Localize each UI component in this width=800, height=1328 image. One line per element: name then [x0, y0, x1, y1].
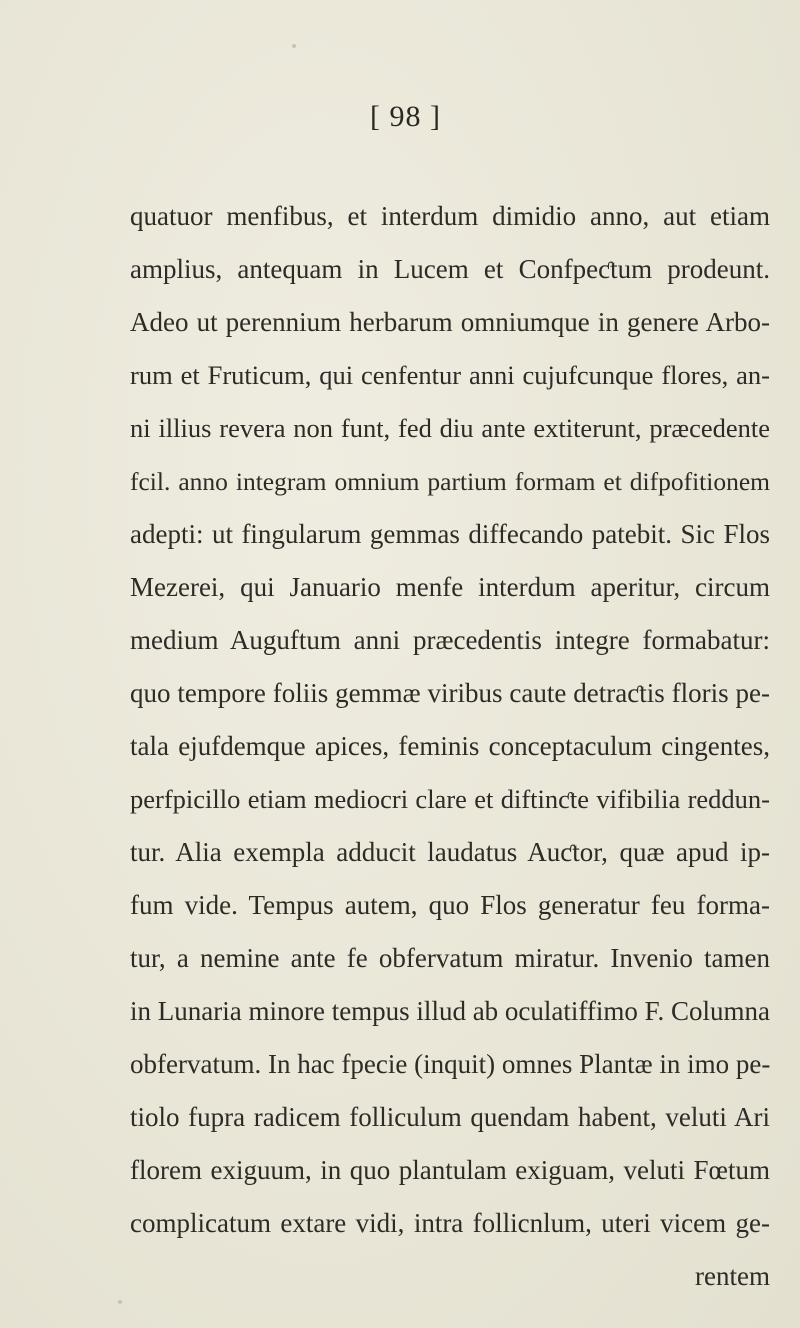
- text-line: adepti: ut fingularum gemmas diffecando patebit. Sic Flos: [130, 519, 770, 549]
- text-line: rum et Fruticum, qui cenfentur anni cujufcunque flores, an-: [130, 360, 770, 390]
- body-text: [130, 190, 770, 1303]
- text-line: tur. Alia exempla adducit laudatus Auƈtor, quæ apud ip-: [130, 837, 770, 867]
- text-line: fcil. anno integram omnium partium formam et difpofitionem: [130, 467, 770, 496]
- text-line: complicatum extare vidi, intra follicnlum, uteri vicem ge-: [130, 1208, 770, 1238]
- catchword: rentem: [695, 1261, 770, 1291]
- text-line: medium Auguftum anni præcedentis integre formabatur:: [130, 625, 770, 655]
- page-number: [ 98 ]: [370, 100, 441, 133]
- paper-speck: [118, 1300, 122, 1304]
- text-line: tiolo fupra radicem folliculum quendam habent, veluti Ari: [130, 1102, 770, 1132]
- text-line: Mezerei, qui Januario menfe interdum aperitur, circum: [130, 572, 770, 602]
- text-line: fum vide. Tempus autem, quo Flos generatur feu forma-: [130, 890, 770, 920]
- text-line: tala ejufdemque apices, feminis conceptaculum cingentes,: [130, 731, 770, 761]
- text-line: quo tempore foliis gemmæ viribus caute detraƈtis floris pe-: [130, 678, 770, 708]
- text-line: perfpicillo etiam mediocri clare et diftinƈte vifibilia reddun-: [130, 784, 770, 814]
- text-line: tur, a nemine ante fe obfervatum miratur. Invenio tamen: [130, 943, 770, 973]
- text-line: in Lunaria minore tempus illud ab oculatiffimo F. Columna: [130, 996, 770, 1026]
- text-line: obfervatum. In hac fpecie (inquit) omnes Plantæ in imo pe-: [130, 1049, 771, 1079]
- text-line: ni illius revera non funt, fed diu ante extiterunt, præcedente: [130, 413, 770, 443]
- paper-speck: [292, 44, 296, 48]
- text-line: quatuor menfibus, et interdum dimidio anno, aut etiam: [130, 201, 770, 231]
- text-line: amplius, antequam in Lucem et Confpeƈtum prodeunt.: [130, 254, 770, 284]
- text-line: Adeo ut perennium herbarum omniumque in genere Arbo-: [130, 307, 770, 337]
- text-line: florem exiguum, in quo plantulam exiguam, veluti Fœtum: [130, 1155, 770, 1185]
